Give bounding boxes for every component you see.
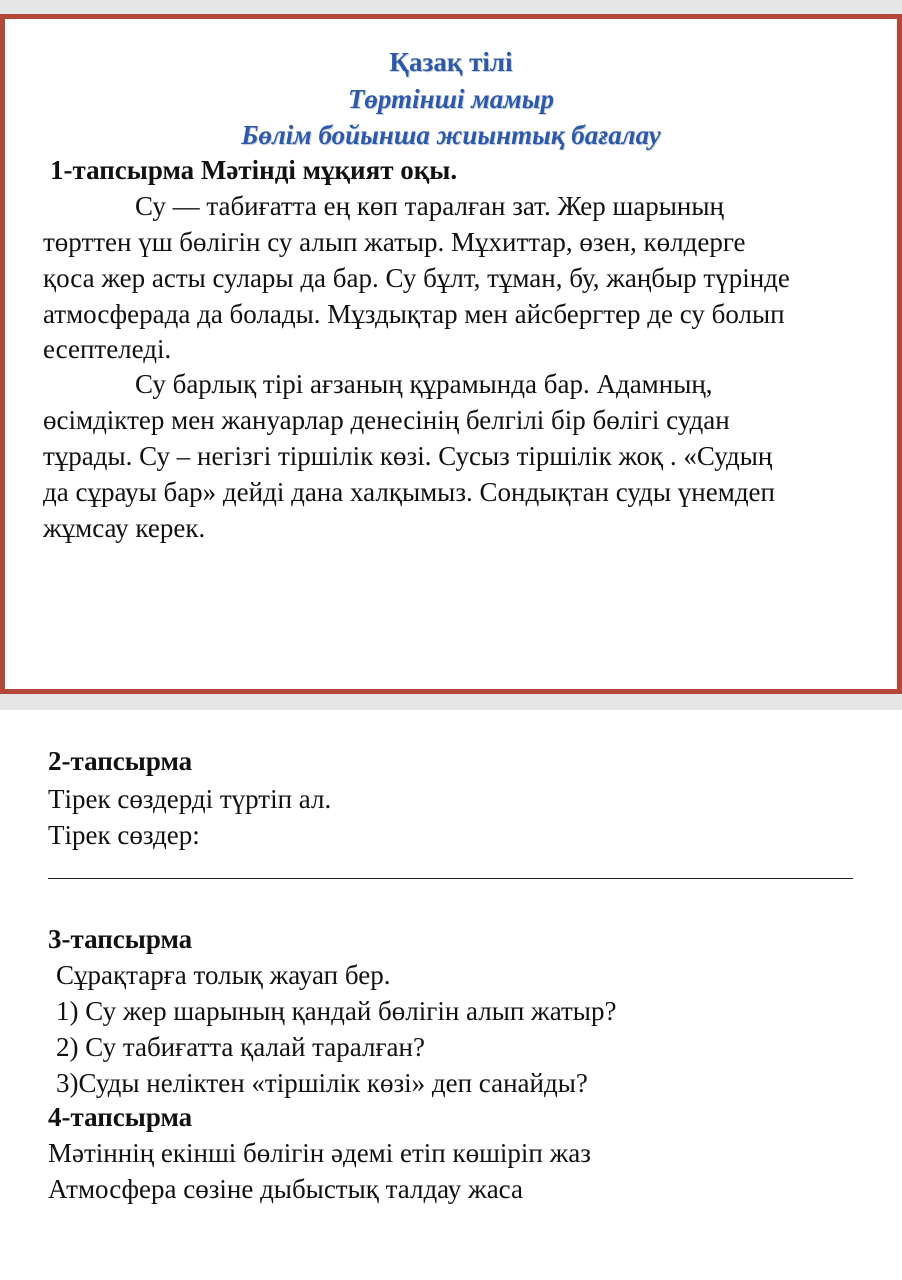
task3-instruction: Сұрақтарға толық жауап бер. — [56, 960, 391, 990]
task2-label: Тірек сөздер: — [48, 820, 200, 850]
task4-line: Мәтіннің екінші бөлігін әдемі етіп көшіріп жаз — [48, 1138, 591, 1168]
task3-question: 1) Су жер шарының қандай бөлігін алып жатыр? — [56, 996, 617, 1026]
task1-text-line: да сұрауы бар» дейді дана халқымыз. Сондықтан суды үнемдеп — [43, 477, 775, 507]
task1-text-line: өсімдіктер мен жануарлар денесінің белгілі бір бөлігі судан — [43, 405, 730, 435]
task1-text-line: қоса жер асты сулары да бар. Су бұлт, тұман, бу, жаңбыр түрінде — [43, 263, 790, 293]
task1-text-line: Су барлық тірі ағзаның құрамында бар. Адамның, — [135, 369, 713, 399]
assessment-title: Бөлім бойынша жиынтық бағалау — [241, 120, 661, 150]
task1-text-line: төрттен үш бөлігін су алып жатыр. Мұхиттар, өзен, көлдерге — [43, 227, 746, 257]
task1-text-line: Су — табиғатта ең көп таралған зат. Жер шарының — [135, 191, 724, 221]
answer-line — [48, 878, 853, 879]
task1-title: 1-тапсырма Мәтінді мұқият оқы. — [50, 155, 458, 185]
subject-title: Қазақ тілі — [389, 47, 513, 77]
task2-instruction: Тірек сөздерді түртіп ал. — [48, 784, 332, 814]
task1-text-line: есептеледі. — [43, 334, 172, 364]
task2-title: 2-тапсырма — [48, 746, 193, 776]
task4-title: 4-тапсырма — [48, 1102, 193, 1132]
task1-text-line: жұмсау керек. — [43, 513, 206, 543]
task3-question: 2) Су табиғатта қалай таралған? — [56, 1032, 425, 1062]
date-title: Төртінші мамыр — [347, 84, 555, 114]
worksheet-page-2 — [0, 710, 902, 1280]
worksheet-page-1 — [0, 14, 902, 694]
task3-title: 3-тапсырма — [48, 924, 193, 954]
task1-text-line: тұрады. Су – негізгі тіршілік көзі. Сусыз тіршілік жоқ . «Судың — [43, 441, 773, 471]
task3-question: 3)Суды неліктен «тіршілік көзі» деп санайды? — [56, 1068, 588, 1098]
task4-line: Атмосфера сөзіне дыбыстық талдау жаса — [48, 1174, 523, 1204]
task1-text-line: атмосферада да болады. Мұздықтар мен айсбергтер де су болып — [43, 299, 785, 329]
